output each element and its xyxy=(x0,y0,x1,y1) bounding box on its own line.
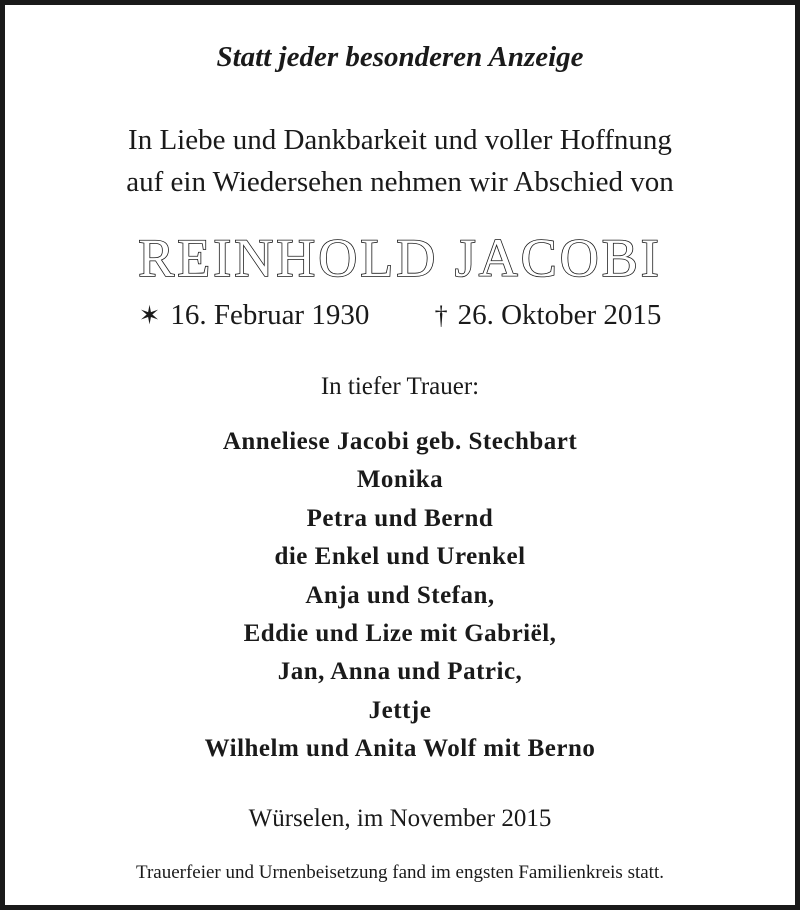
mourning-line: In tiefer Trauer: xyxy=(320,373,480,400)
mourner-entry: Petra und Bernd xyxy=(306,504,494,532)
intro-text xyxy=(5,119,795,203)
birth-star-icon: ✶ xyxy=(138,301,161,330)
mourner-entry: die Enkel und Urenkel xyxy=(274,543,526,571)
mourner-entry: Wilhelm und Anita Wolf mit Berno xyxy=(204,735,596,763)
mourner-entry: Anneliese Jacobi geb. Stechbart xyxy=(222,428,578,455)
deceased-name xyxy=(5,227,795,289)
intro-line: In Liebe und Dankbarkeit und voller Hoffnung xyxy=(128,124,672,156)
birth-date-group xyxy=(139,299,370,332)
funeral-note: Trauerfeier und Urnenbeisetzung fand im engsten Familienkreis statt. xyxy=(136,862,664,883)
death-cross-icon: † xyxy=(434,301,448,330)
mourners-list xyxy=(5,423,795,769)
mourner-entry: Jettje xyxy=(368,696,432,724)
death-date: 26. Oktober 2015 xyxy=(457,299,662,331)
notice-header: Statt jeder besonderen Anzeige xyxy=(216,41,584,73)
birth-date: 16. Februar 1930 xyxy=(170,299,370,331)
place-and-date: Würselen, im November 2015 xyxy=(248,805,552,832)
death-date-group xyxy=(435,299,662,332)
intro-line: auf ein Wiedersehen nehmen wir Abschied von xyxy=(126,166,674,198)
mourner-entry: Anja und Stefan, xyxy=(305,581,495,609)
mourner-entry: Jan, Anna und Patric, xyxy=(277,658,523,686)
mourner-entry: Monika xyxy=(356,466,444,494)
life-dates xyxy=(5,299,795,332)
deceased-name-text: REINHOLD JACOBI xyxy=(138,228,662,288)
mourner-entry: Eddie und Lize mit Gabriël, xyxy=(243,620,557,648)
